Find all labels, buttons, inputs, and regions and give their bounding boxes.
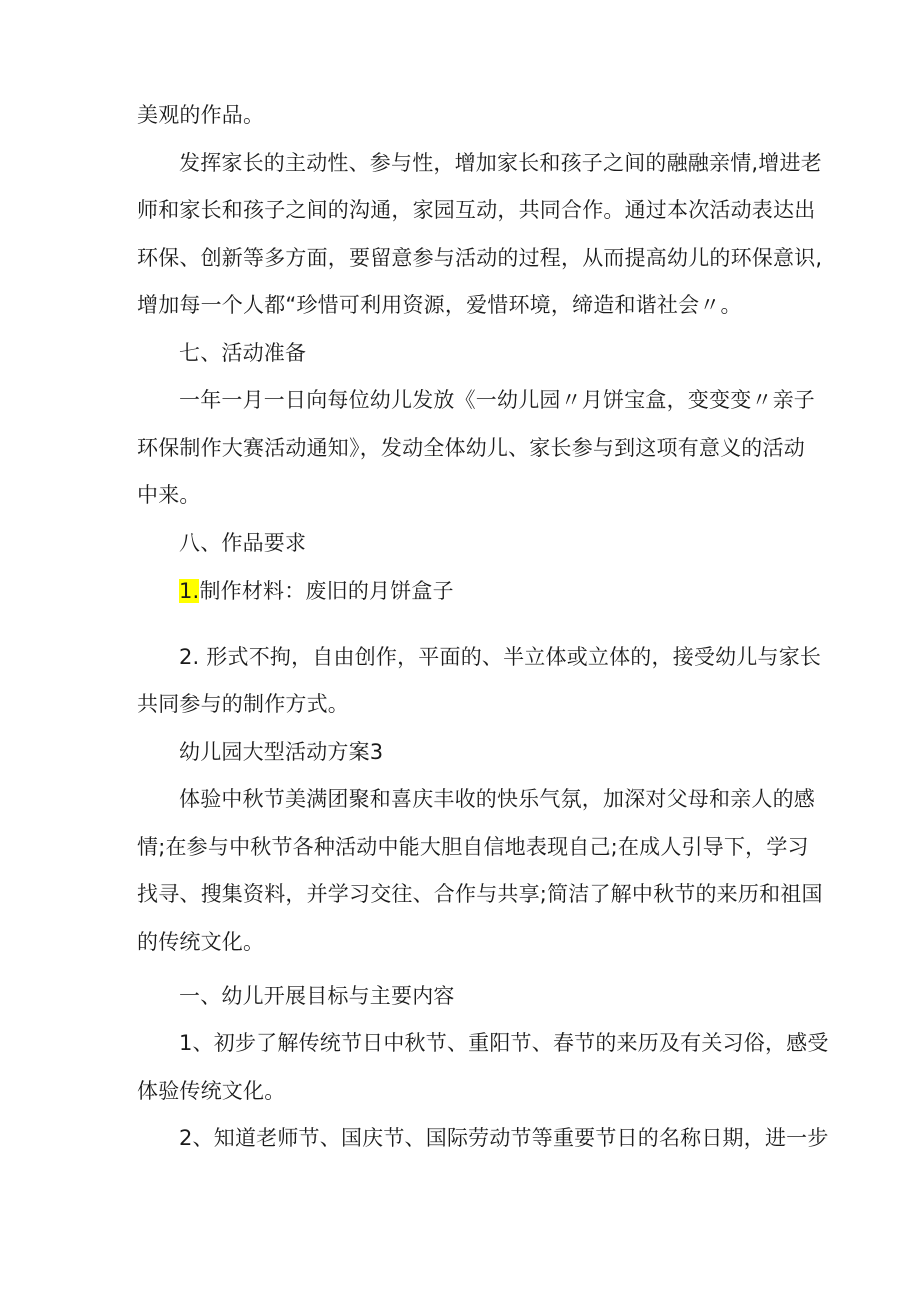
text-line: 情;在参与中秋节各种活动中能大胆自信地表现自己;在成人引导下，学习 xyxy=(137,835,809,859)
text-line: 环保制作大赛活动通知》，发动全体幼儿、家长参与到这项有意义的活动 xyxy=(137,436,805,460)
text-line: 增加每一个人都“珍惜可利用资源，爱惜环境，缔造和谐社会〃。 xyxy=(137,293,742,317)
text-line: 体验中秋节美满团聚和喜庆丰收的快乐气氛，加深对父母和亲人的感 xyxy=(179,787,815,811)
text-line: 共同参与的制作方式。 xyxy=(137,692,349,716)
text-line: 环保、创新等多方面，要留意参与活动的过程，从而提高幼儿的环保意识, xyxy=(137,246,823,270)
section-heading: 七、活动准备 xyxy=(179,341,307,365)
section-title: 幼儿园大型活动方案3 xyxy=(179,740,384,764)
list-item-text: 制作材料：废旧的月饼盒子 xyxy=(199,579,454,603)
text-line: 找寻、搜集资料，并学习交往、合作与共享;简洁了解中秋节的来历和祖国 xyxy=(137,882,823,906)
text-line: 1、初步了解传统节日中秋节、重阳节、春节的来历及有关习俗，感受 xyxy=(179,1031,829,1055)
text-line: 美观的作品。 xyxy=(137,103,265,127)
list-item-2: 2. 形式不拘，自由创作，平面的、半立体或立体的，接受幼儿与家长 xyxy=(179,645,822,669)
text-line: 一年一月一日向每位幼儿发放《一幼儿园〃月饼宝盒，变变变〃亲子 xyxy=(179,388,815,412)
text-line: 师和家长和孩子之间的沟通，家园互动，共同合作。通过本次活动表达出 xyxy=(137,198,816,222)
highlighted-number: 1. xyxy=(179,579,200,603)
section-heading: 八、作品要求 xyxy=(179,531,307,555)
text-line: 体验传统文化。 xyxy=(137,1079,286,1103)
text-line: 发挥家长的主动性、参与性，增加家长和孩子之间的融融亲情,增进老 xyxy=(179,151,822,175)
text-line: 2、知道老师节、国庆节、国际劳动节等重要节日的名称日期，进一步 xyxy=(179,1126,829,1150)
text-line: 的传统文化。 xyxy=(137,930,265,954)
list-item-1 xyxy=(179,576,454,606)
text-line: 中来。 xyxy=(137,483,201,507)
section-heading: 一、幼儿开展目标与主要内容 xyxy=(179,984,455,1008)
